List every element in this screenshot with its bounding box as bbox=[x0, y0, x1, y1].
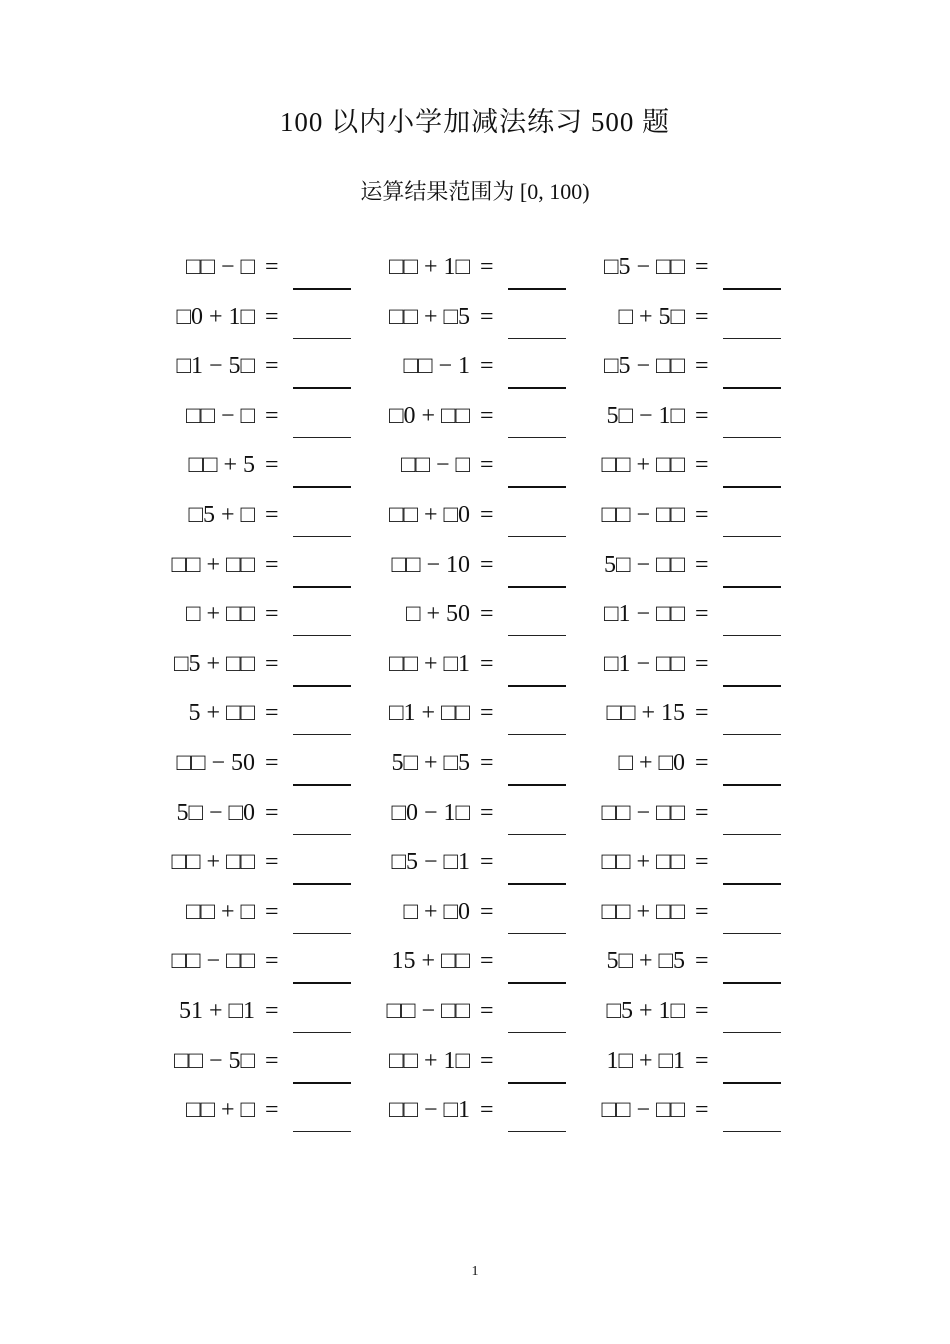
answer-blank[interactable] bbox=[508, 387, 566, 389]
problem-item bbox=[590, 744, 805, 794]
problem-expression: □□ + □□ bbox=[601, 898, 685, 925]
problem-item bbox=[375, 942, 590, 992]
problem-item bbox=[590, 794, 805, 844]
problem-row bbox=[160, 794, 800, 844]
equals-sign: = bbox=[265, 749, 279, 776]
equals-sign: = bbox=[265, 1097, 279, 1124]
problem-expression: □□ + □□ bbox=[171, 849, 255, 876]
answer-blank[interactable] bbox=[293, 486, 351, 488]
equals-sign: = bbox=[480, 898, 494, 925]
equals-sign: = bbox=[265, 700, 279, 727]
problem-expression: 5 + □□ bbox=[188, 700, 255, 727]
equals-sign: = bbox=[480, 997, 494, 1024]
problem-expression: 15 + □□ bbox=[391, 948, 470, 975]
equals-sign: = bbox=[480, 551, 494, 578]
problem-expression: □□ − □ bbox=[400, 452, 470, 479]
problem-item bbox=[375, 397, 590, 447]
equals-sign: = bbox=[480, 601, 494, 628]
problem-expression: □□ + 1□ bbox=[388, 1047, 470, 1074]
problem-item bbox=[590, 942, 805, 992]
equals-sign: = bbox=[480, 254, 494, 280]
problem-row bbox=[160, 694, 800, 744]
answer-blank[interactable] bbox=[508, 734, 566, 735]
equals-sign: = bbox=[265, 254, 279, 280]
problem-expression: □□ − □□ bbox=[601, 501, 685, 528]
equals-sign: = bbox=[695, 650, 709, 677]
problem-expression: 5□ − □0 bbox=[176, 799, 255, 826]
answer-blank[interactable] bbox=[508, 1131, 566, 1132]
equals-sign: = bbox=[480, 749, 494, 776]
answer-blank[interactable] bbox=[508, 338, 566, 339]
problem-expression: □□ − □□ bbox=[601, 1097, 685, 1124]
problem-expression: □□ − □ bbox=[185, 402, 255, 429]
equals-sign: = bbox=[695, 849, 709, 876]
problem-expression: □ + □□ bbox=[185, 601, 255, 628]
answer-blank[interactable] bbox=[723, 883, 781, 885]
problem-item bbox=[160, 446, 375, 496]
problem-item bbox=[160, 298, 375, 348]
problem-expression: □□ − 50 bbox=[176, 749, 255, 776]
equals-sign: = bbox=[480, 303, 494, 330]
problem-expression: □5 − □1 bbox=[391, 849, 470, 876]
answer-blank[interactable] bbox=[293, 437, 351, 438]
answer-blank[interactable] bbox=[293, 933, 351, 934]
answer-blank[interactable] bbox=[723, 635, 781, 636]
problem-expression: 5□ + □5 bbox=[606, 948, 685, 975]
answer-blank[interactable] bbox=[508, 1082, 566, 1084]
equals-sign: = bbox=[480, 452, 494, 479]
problem-expression: □□ + □□ bbox=[601, 452, 685, 479]
problem-expression: □5 − □□ bbox=[603, 254, 685, 280]
problem-row bbox=[160, 446, 800, 496]
problem-item bbox=[590, 248, 805, 298]
answer-blank[interactable] bbox=[508, 982, 566, 984]
answer-blank[interactable] bbox=[723, 734, 781, 735]
problem-expression: □0 + □□ bbox=[388, 402, 470, 429]
answer-blank[interactable] bbox=[723, 338, 781, 339]
equals-sign: = bbox=[265, 799, 279, 826]
answer-blank[interactable] bbox=[293, 586, 351, 588]
equals-sign: = bbox=[265, 948, 279, 975]
problem-expression: □1 − 5□ bbox=[176, 353, 255, 380]
problem-grid bbox=[160, 248, 800, 1141]
answer-blank[interactable] bbox=[293, 338, 351, 339]
problem-row bbox=[160, 942, 800, 992]
problem-expression: □ + 50 bbox=[405, 601, 470, 628]
problem-item bbox=[160, 744, 375, 794]
problem-item bbox=[375, 1042, 590, 1092]
equals-sign: = bbox=[265, 650, 279, 677]
problem-item bbox=[160, 942, 375, 992]
equals-sign: = bbox=[265, 1047, 279, 1074]
problem-item bbox=[160, 1042, 375, 1092]
problem-row bbox=[160, 992, 800, 1042]
problem-item bbox=[375, 546, 590, 596]
problem-expression: □1 − □□ bbox=[603, 650, 685, 677]
problem-item bbox=[590, 694, 805, 744]
problem-row bbox=[160, 1042, 800, 1092]
equals-sign: = bbox=[695, 402, 709, 429]
problem-row bbox=[160, 843, 800, 893]
answer-blank[interactable] bbox=[508, 437, 566, 438]
problem-item bbox=[375, 645, 590, 695]
problem-expression: □□ − □1 bbox=[388, 1097, 470, 1124]
problem-expression: 5□ − □□ bbox=[603, 551, 685, 578]
problem-expression: □□ − □□ bbox=[171, 948, 255, 975]
problem-item bbox=[590, 1091, 805, 1141]
problem-item bbox=[590, 298, 805, 348]
page-title: 100 以内小学加减法练习 500 题 bbox=[279, 107, 671, 137]
problem-item bbox=[590, 893, 805, 943]
problem-item bbox=[375, 248, 590, 298]
problem-item bbox=[590, 546, 805, 596]
problem-item bbox=[375, 446, 590, 496]
equals-sign: = bbox=[265, 452, 279, 479]
problem-row bbox=[160, 496, 800, 546]
answer-blank[interactable] bbox=[293, 883, 351, 885]
answer-blank[interactable] bbox=[723, 834, 781, 835]
answer-blank[interactable] bbox=[508, 834, 566, 835]
answer-blank[interactable] bbox=[508, 586, 566, 588]
answer-blank[interactable] bbox=[508, 635, 566, 636]
problem-expression: □1 + □□ bbox=[388, 700, 470, 727]
equals-sign: = bbox=[265, 303, 279, 330]
equals-sign: = bbox=[480, 799, 494, 826]
problem-expression: □0 − 1□ bbox=[391, 799, 470, 826]
answer-blank[interactable] bbox=[508, 536, 566, 537]
problem-item bbox=[160, 496, 375, 546]
problem-expression: □ + 5□ bbox=[618, 303, 685, 330]
answer-blank[interactable] bbox=[293, 734, 351, 735]
problem-row bbox=[160, 645, 800, 695]
problem-expression: 1□ + □1 bbox=[606, 1047, 685, 1074]
equals-sign: = bbox=[695, 700, 709, 727]
answer-blank[interactable] bbox=[723, 982, 781, 984]
problem-row bbox=[160, 893, 800, 943]
problem-expression: 51 + □1 bbox=[178, 997, 255, 1024]
answer-blank[interactable] bbox=[723, 1082, 781, 1084]
problem-expression: 5□ + □5 bbox=[391, 749, 470, 776]
equals-sign: = bbox=[695, 353, 709, 380]
problem-item bbox=[375, 694, 590, 744]
problem-expression: □□ − □□ bbox=[601, 799, 685, 826]
problem-expression: □□ + 15 bbox=[606, 700, 685, 727]
answer-blank[interactable] bbox=[293, 387, 351, 389]
problem-item bbox=[590, 446, 805, 496]
problem-item bbox=[375, 1091, 590, 1141]
problem-row bbox=[160, 1091, 800, 1141]
problem-item bbox=[375, 298, 590, 348]
answer-blank[interactable] bbox=[293, 784, 351, 786]
equals-sign: = bbox=[265, 353, 279, 380]
answer-blank[interactable] bbox=[293, 834, 351, 835]
problem-item bbox=[160, 694, 375, 744]
equals-sign: = bbox=[265, 849, 279, 876]
problem-row bbox=[160, 397, 800, 447]
problem-expression: □□ + □0 bbox=[388, 501, 470, 528]
problem-item bbox=[160, 1091, 375, 1141]
problem-item bbox=[160, 397, 375, 447]
problem-item bbox=[375, 595, 590, 645]
answer-blank[interactable] bbox=[293, 685, 351, 687]
problem-item bbox=[160, 546, 375, 596]
equals-sign: = bbox=[265, 501, 279, 528]
problem-item bbox=[375, 843, 590, 893]
answer-blank[interactable] bbox=[723, 685, 781, 687]
equals-sign: = bbox=[695, 254, 709, 280]
problem-expression: □□ − 10 bbox=[391, 551, 470, 578]
answer-blank[interactable] bbox=[293, 288, 351, 290]
equals-sign: = bbox=[695, 1047, 709, 1074]
equals-sign: = bbox=[265, 898, 279, 925]
answer-blank[interactable] bbox=[723, 784, 781, 786]
problem-expression: □□ + □5 bbox=[388, 303, 470, 330]
equals-sign: = bbox=[695, 551, 709, 578]
problem-row bbox=[160, 248, 800, 298]
answer-blank[interactable] bbox=[723, 1032, 781, 1033]
answer-blank[interactable] bbox=[508, 933, 566, 934]
answer-blank[interactable] bbox=[723, 1131, 781, 1132]
problem-item bbox=[160, 645, 375, 695]
problem-item bbox=[160, 992, 375, 1042]
equals-sign: = bbox=[480, 948, 494, 975]
answer-blank[interactable] bbox=[723, 933, 781, 934]
problem-row bbox=[160, 744, 800, 794]
problem-item bbox=[375, 744, 590, 794]
equals-sign: = bbox=[480, 501, 494, 528]
problem-item bbox=[375, 794, 590, 844]
answer-blank[interactable] bbox=[293, 982, 351, 984]
equals-sign: = bbox=[695, 452, 709, 479]
problem-item bbox=[160, 248, 375, 298]
problem-row bbox=[160, 298, 800, 348]
answer-blank[interactable] bbox=[293, 1032, 351, 1033]
problem-expression: □□ − 1 bbox=[403, 353, 470, 380]
answer-blank[interactable] bbox=[293, 1131, 351, 1132]
equals-sign: = bbox=[695, 601, 709, 628]
problem-expression: □□ + □ bbox=[185, 898, 255, 925]
equals-sign: = bbox=[480, 1047, 494, 1074]
problem-item bbox=[590, 595, 805, 645]
equals-sign: = bbox=[480, 1097, 494, 1124]
answer-blank[interactable] bbox=[723, 486, 781, 488]
answer-blank[interactable] bbox=[508, 685, 566, 687]
problem-item bbox=[375, 347, 590, 397]
equals-sign: = bbox=[480, 353, 494, 380]
problem-item bbox=[160, 843, 375, 893]
problem-item bbox=[160, 347, 375, 397]
answer-blank[interactable] bbox=[293, 536, 351, 537]
problem-item bbox=[160, 794, 375, 844]
equals-sign: = bbox=[695, 501, 709, 528]
problem-item bbox=[590, 992, 805, 1042]
equals-sign: = bbox=[265, 551, 279, 578]
equals-sign: = bbox=[695, 749, 709, 776]
equals-sign: = bbox=[695, 898, 709, 925]
problem-item bbox=[590, 347, 805, 397]
problem-expression: □□ + 1□ bbox=[388, 254, 470, 280]
equals-sign: = bbox=[480, 402, 494, 429]
equals-sign: = bbox=[695, 1097, 709, 1124]
problem-expression: 5□ − 1□ bbox=[606, 402, 685, 429]
equals-sign: = bbox=[480, 650, 494, 677]
problem-item bbox=[590, 645, 805, 695]
equals-sign: = bbox=[695, 303, 709, 330]
problem-expression: □□ − □ bbox=[185, 254, 255, 280]
problem-expression: □5 + □ bbox=[188, 501, 255, 528]
answer-blank[interactable] bbox=[293, 635, 351, 636]
answer-blank[interactable] bbox=[723, 536, 781, 537]
equals-sign: = bbox=[265, 402, 279, 429]
problem-item bbox=[160, 595, 375, 645]
equals-sign: = bbox=[265, 601, 279, 628]
problem-expression: □1 − □□ bbox=[603, 601, 685, 628]
answer-blank[interactable] bbox=[508, 1032, 566, 1033]
answer-blank[interactable] bbox=[508, 784, 566, 786]
problem-expression: □□ + □1 bbox=[388, 650, 470, 677]
problem-expression: □ + □0 bbox=[618, 749, 685, 776]
problem-expression: □5 − □□ bbox=[603, 353, 685, 380]
equals-sign: = bbox=[265, 997, 279, 1024]
problem-expression: □□ + □□ bbox=[601, 849, 685, 876]
problem-item bbox=[375, 992, 590, 1042]
answer-blank[interactable] bbox=[293, 1082, 351, 1084]
equals-sign: = bbox=[480, 700, 494, 727]
equals-sign: = bbox=[695, 799, 709, 826]
problem-expression: □ + □0 bbox=[403, 898, 470, 925]
problem-row bbox=[160, 595, 800, 645]
answer-blank[interactable] bbox=[723, 586, 781, 588]
answer-blank[interactable] bbox=[508, 288, 566, 290]
problem-item bbox=[375, 893, 590, 943]
problem-expression: □□ − 5□ bbox=[173, 1047, 255, 1074]
problem-item bbox=[590, 1042, 805, 1092]
answer-blank[interactable] bbox=[723, 387, 781, 389]
problem-item bbox=[590, 843, 805, 893]
equals-sign: = bbox=[695, 997, 709, 1024]
problem-expression: □0 + 1□ bbox=[176, 303, 255, 330]
page-number: 1 bbox=[471, 1264, 479, 1279]
problem-expression: □□ + □□ bbox=[171, 551, 255, 578]
problem-row bbox=[160, 347, 800, 397]
answer-blank[interactable] bbox=[508, 883, 566, 885]
problem-expression: □5 + □□ bbox=[173, 650, 255, 677]
problem-expression: □□ + □ bbox=[185, 1097, 255, 1124]
answer-blank[interactable] bbox=[508, 486, 566, 488]
page-subtitle: 运算结果范围为 [0, 100) bbox=[360, 179, 590, 204]
problem-expression: □□ + 5 bbox=[188, 452, 255, 479]
answer-blank[interactable] bbox=[723, 288, 781, 290]
problem-item bbox=[590, 397, 805, 447]
equals-sign: = bbox=[695, 948, 709, 975]
problem-item bbox=[160, 893, 375, 943]
problem-expression: □□ − □□ bbox=[386, 997, 470, 1024]
problem-item bbox=[590, 496, 805, 546]
problem-row bbox=[160, 546, 800, 596]
problem-item bbox=[375, 496, 590, 546]
equals-sign: = bbox=[480, 849, 494, 876]
answer-blank[interactable] bbox=[723, 437, 781, 438]
problem-expression: □5 + 1□ bbox=[606, 997, 685, 1024]
